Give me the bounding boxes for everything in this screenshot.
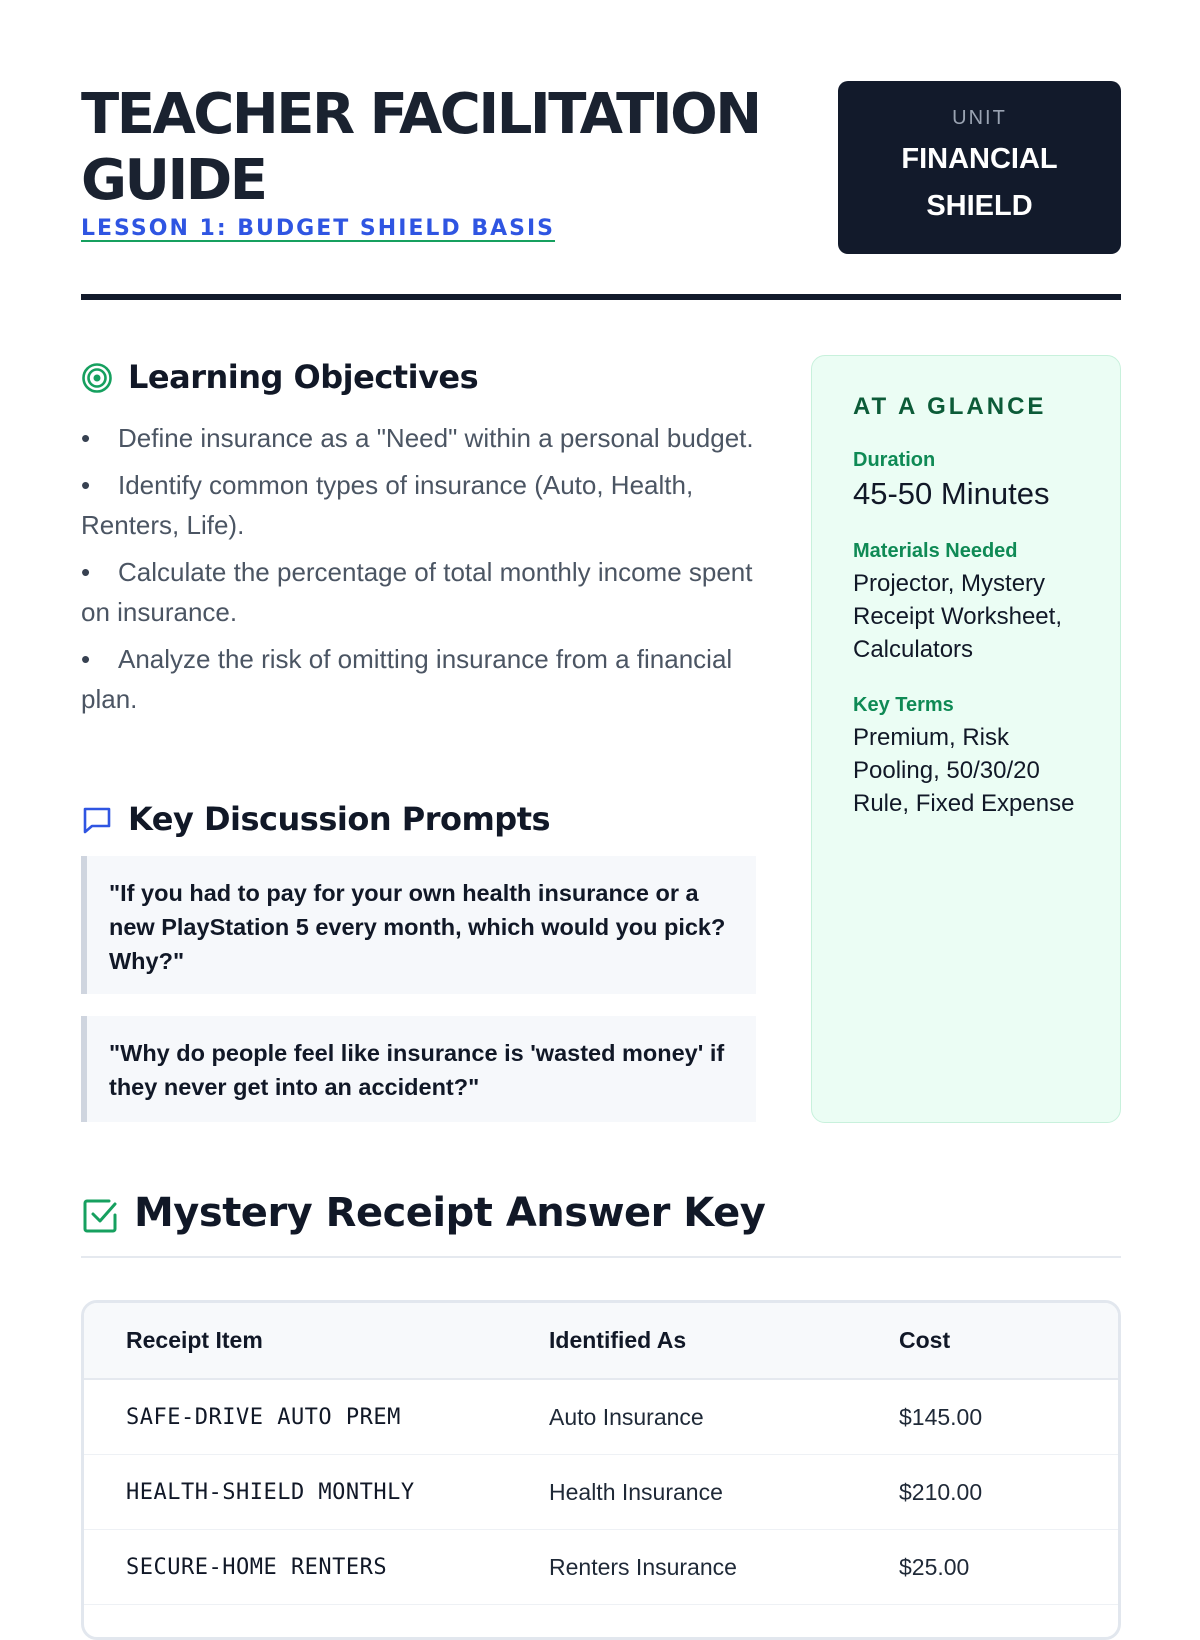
column-header-cost: Cost — [899, 1303, 1118, 1379]
bullet-icon: • — [81, 423, 91, 453]
table-row — [84, 1455, 1118, 1530]
glance-title: AT A GLANCE — [853, 393, 1047, 420]
cost-cell: $210.00 — [899, 1455, 1118, 1530]
chat-bubble-icon — [81, 804, 113, 836]
materials-label: Materials Needed — [853, 540, 1018, 562]
objective-item — [81, 418, 761, 458]
lesson-link[interactable]: LESSON 1: BUDGET SHIELD BASIS — [81, 216, 556, 241]
table-row — [84, 1530, 1118, 1605]
column-header-receipt-item: Receipt Item — [84, 1303, 549, 1379]
answer-key-table — [81, 1300, 1121, 1640]
identified-as-cell: Health Insurance — [549, 1455, 899, 1530]
column-header-identified-as: Identified As — [549, 1303, 899, 1379]
discussion-prompt-1: "If you had to pay for your own health insurance or a new PlayStation 5 every month, which would you pick? Why?" — [81, 856, 756, 994]
objective-item — [81, 552, 761, 632]
duration-value: 45-50 Minutes — [853, 476, 1050, 511]
receipt-item-cell: HEALTH-SHIELD MONTHLY — [84, 1455, 549, 1530]
discussion-prompt-2: "Why do people feel like insurance is 'wasted money' if they never get into an accident?" — [81, 1016, 756, 1122]
objective-text: Identify common types of insurance (Auto, Health, Renters, Life). — [81, 470, 694, 540]
bullet-icon: • — [81, 644, 91, 674]
page-title — [81, 82, 821, 214]
unit-label: UNIT — [952, 107, 1007, 129]
objective-item — [81, 465, 761, 545]
objectives-heading: Learning Objectives — [128, 358, 479, 396]
at-a-glance-panel — [811, 355, 1121, 1123]
key-terms-label: Key Terms — [853, 694, 954, 716]
target-icon — [81, 362, 113, 394]
materials-value: Projector, Mystery Receipt Worksheet, Calculators — [853, 570, 1062, 663]
header-divider — [81, 294, 1121, 300]
unit-badge — [838, 81, 1121, 254]
prompts-heading: Key Discussion Prompts — [128, 800, 551, 838]
receipt-item-cell: SECURE-HOME RENTERS — [84, 1530, 549, 1605]
answer-key-heading: Mystery Receipt Answer Key — [134, 1190, 766, 1236]
objective-text: Define insurance as a "Need" within a personal budget. — [118, 423, 754, 453]
unit-name-line-1: FINANCIAL — [901, 143, 1058, 175]
objective-text: Analyze the risk of omitting insurance from a financial plan. — [81, 644, 733, 714]
key-terms-value: Premium, Risk Pooling, 50/30/20 Rule, Fixed Expense — [853, 724, 1075, 817]
bullet-icon: • — [81, 557, 91, 587]
objective-text: Calculate the percentage of total monthly income spent on insurance. — [81, 557, 753, 627]
unit-name-line-2: SHIELD — [926, 190, 1033, 222]
table-header-row — [84, 1303, 1118, 1379]
identified-as-cell: Renters Insurance — [549, 1530, 899, 1605]
table-row — [84, 1379, 1118, 1455]
checkbox-icon — [81, 1197, 119, 1235]
answer-key-divider — [81, 1256, 1121, 1258]
objective-item — [81, 639, 761, 719]
identified-as-cell: Auto Insurance — [549, 1379, 899, 1455]
title-line-2: GUIDE — [81, 148, 266, 213]
cost-cell: $25.00 — [899, 1530, 1118, 1605]
bullet-icon: • — [81, 470, 91, 500]
receipt-item-cell: SAFE-DRIVE AUTO PREM — [84, 1379, 549, 1455]
cost-cell: $145.00 — [899, 1379, 1118, 1455]
duration-label: Duration — [853, 449, 936, 471]
title-line-1: TEACHER FACILITATION — [81, 82, 760, 147]
objectives-list — [81, 418, 761, 726]
